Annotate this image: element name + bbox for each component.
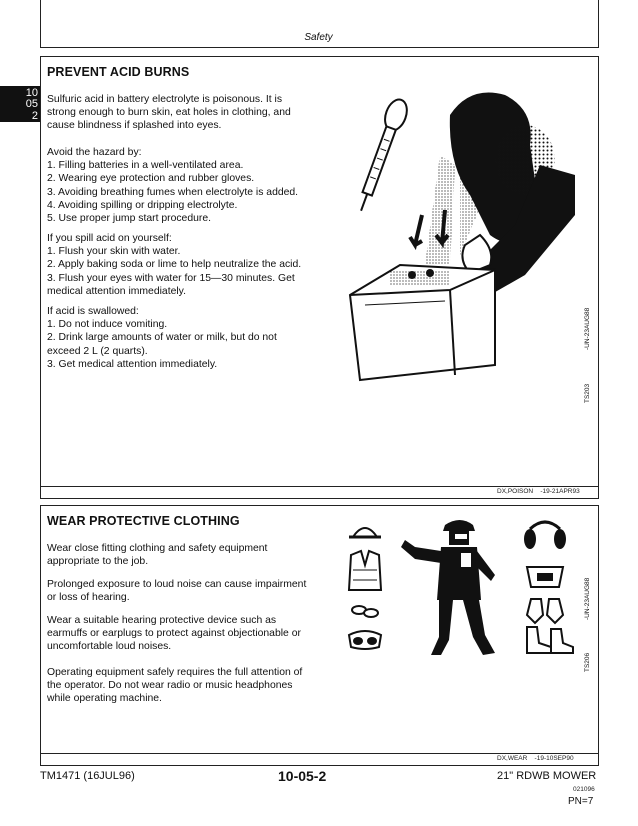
clothing-paragraph: Wear a suitable hearing protective device such as earmuffs or earplugs to protect against objectionable or uncomfortable loud noises. [47, 615, 301, 653]
footer-manual-id: TM1471 (16JUL96) [40, 770, 135, 782]
battery-acid-illustration [330, 85, 580, 385]
page-header-title: Safety [304, 32, 333, 43]
figure-code: TS203 [584, 383, 591, 403]
section-tab [0, 86, 40, 122]
footer-date-code: 021096 [573, 786, 595, 793]
section-title-acid: PREVENT ACID BURNS [47, 65, 190, 79]
acid-avoid-list: Avoid the hazard by: 1. Filling batteries in a well-ventilated area. 2. Wearing eye protection and rubber gloves. 3. Avoiding breathing fumes when electrolyte is added. 4. Avoiding spilling or dripping electrolyte. 5. Use proper jump start procedure. [47, 147, 299, 225]
section-tab-line: 05 [25, 98, 38, 110]
acid-swallow-list: If acid is swallowed: 1. Do not induce vomiting. 2. Drink large amounts of water or milk, but do not exceed 2 L (2 quarts). 3. Get medical attention immediately. [47, 306, 277, 370]
hard-hat-icon [349, 528, 381, 537]
clothing-paragraph: Prolonged exposure to loud noise can cause impairment or loss of hearing. [47, 579, 307, 604]
acid-paragraph: Sulfuric acid in battery electrolyte is poisonous. It is strong enough to burn skin, eat holes in clothing, and cause blindness if splashed into eyes. [47, 94, 291, 132]
section-tab-line: 10 [25, 87, 38, 99]
earmuffs-icon [524, 522, 566, 549]
section-tab-line: 2 [31, 110, 38, 122]
figure-code: -UN-23AUG88 [584, 307, 591, 350]
figure-code: -UN-23AUG88 [584, 577, 591, 620]
footer-page-number: 10-05-2 [278, 768, 327, 784]
figure-code: TS206 [584, 652, 591, 672]
earplugs-icon [352, 606, 378, 617]
clothing-paragraph: Wear close fitting clothing and safety equipment appropriate to the job. [47, 543, 268, 568]
safety-boots-icon [527, 627, 573, 653]
footer-product-name: 21" RDWB MOWER [497, 770, 597, 782]
footer-pn: PN=7 [568, 796, 594, 807]
goggles-icon [349, 631, 381, 649]
acid-spill-list: If you spill acid on yourself: 1. Flush your skin with water. 2. Apply baking soda or lime to help neutralize the acid. 3. Flush your eyes with water for 15—30 minutes. Get medical attention immediately. [47, 233, 302, 297]
section-title-clothing: WEAR PROTECTIVE CLOTHING [47, 514, 240, 528]
reference-code: DX,WEAR -19-10SEP90 [497, 755, 574, 762]
reference-code: DX,POISON -19-21APR93 [497, 488, 580, 495]
protective-clothing-illustration [345, 515, 575, 665]
gloves-icon [527, 599, 563, 623]
respirator-icon [527, 567, 563, 587]
safety-vest-icon [349, 551, 381, 590]
worker-figure [401, 520, 495, 655]
clothing-paragraph: Operating equipment safely requires the full attention of the operator. Do not wear radio or music headphones while operating machine. [47, 667, 303, 705]
